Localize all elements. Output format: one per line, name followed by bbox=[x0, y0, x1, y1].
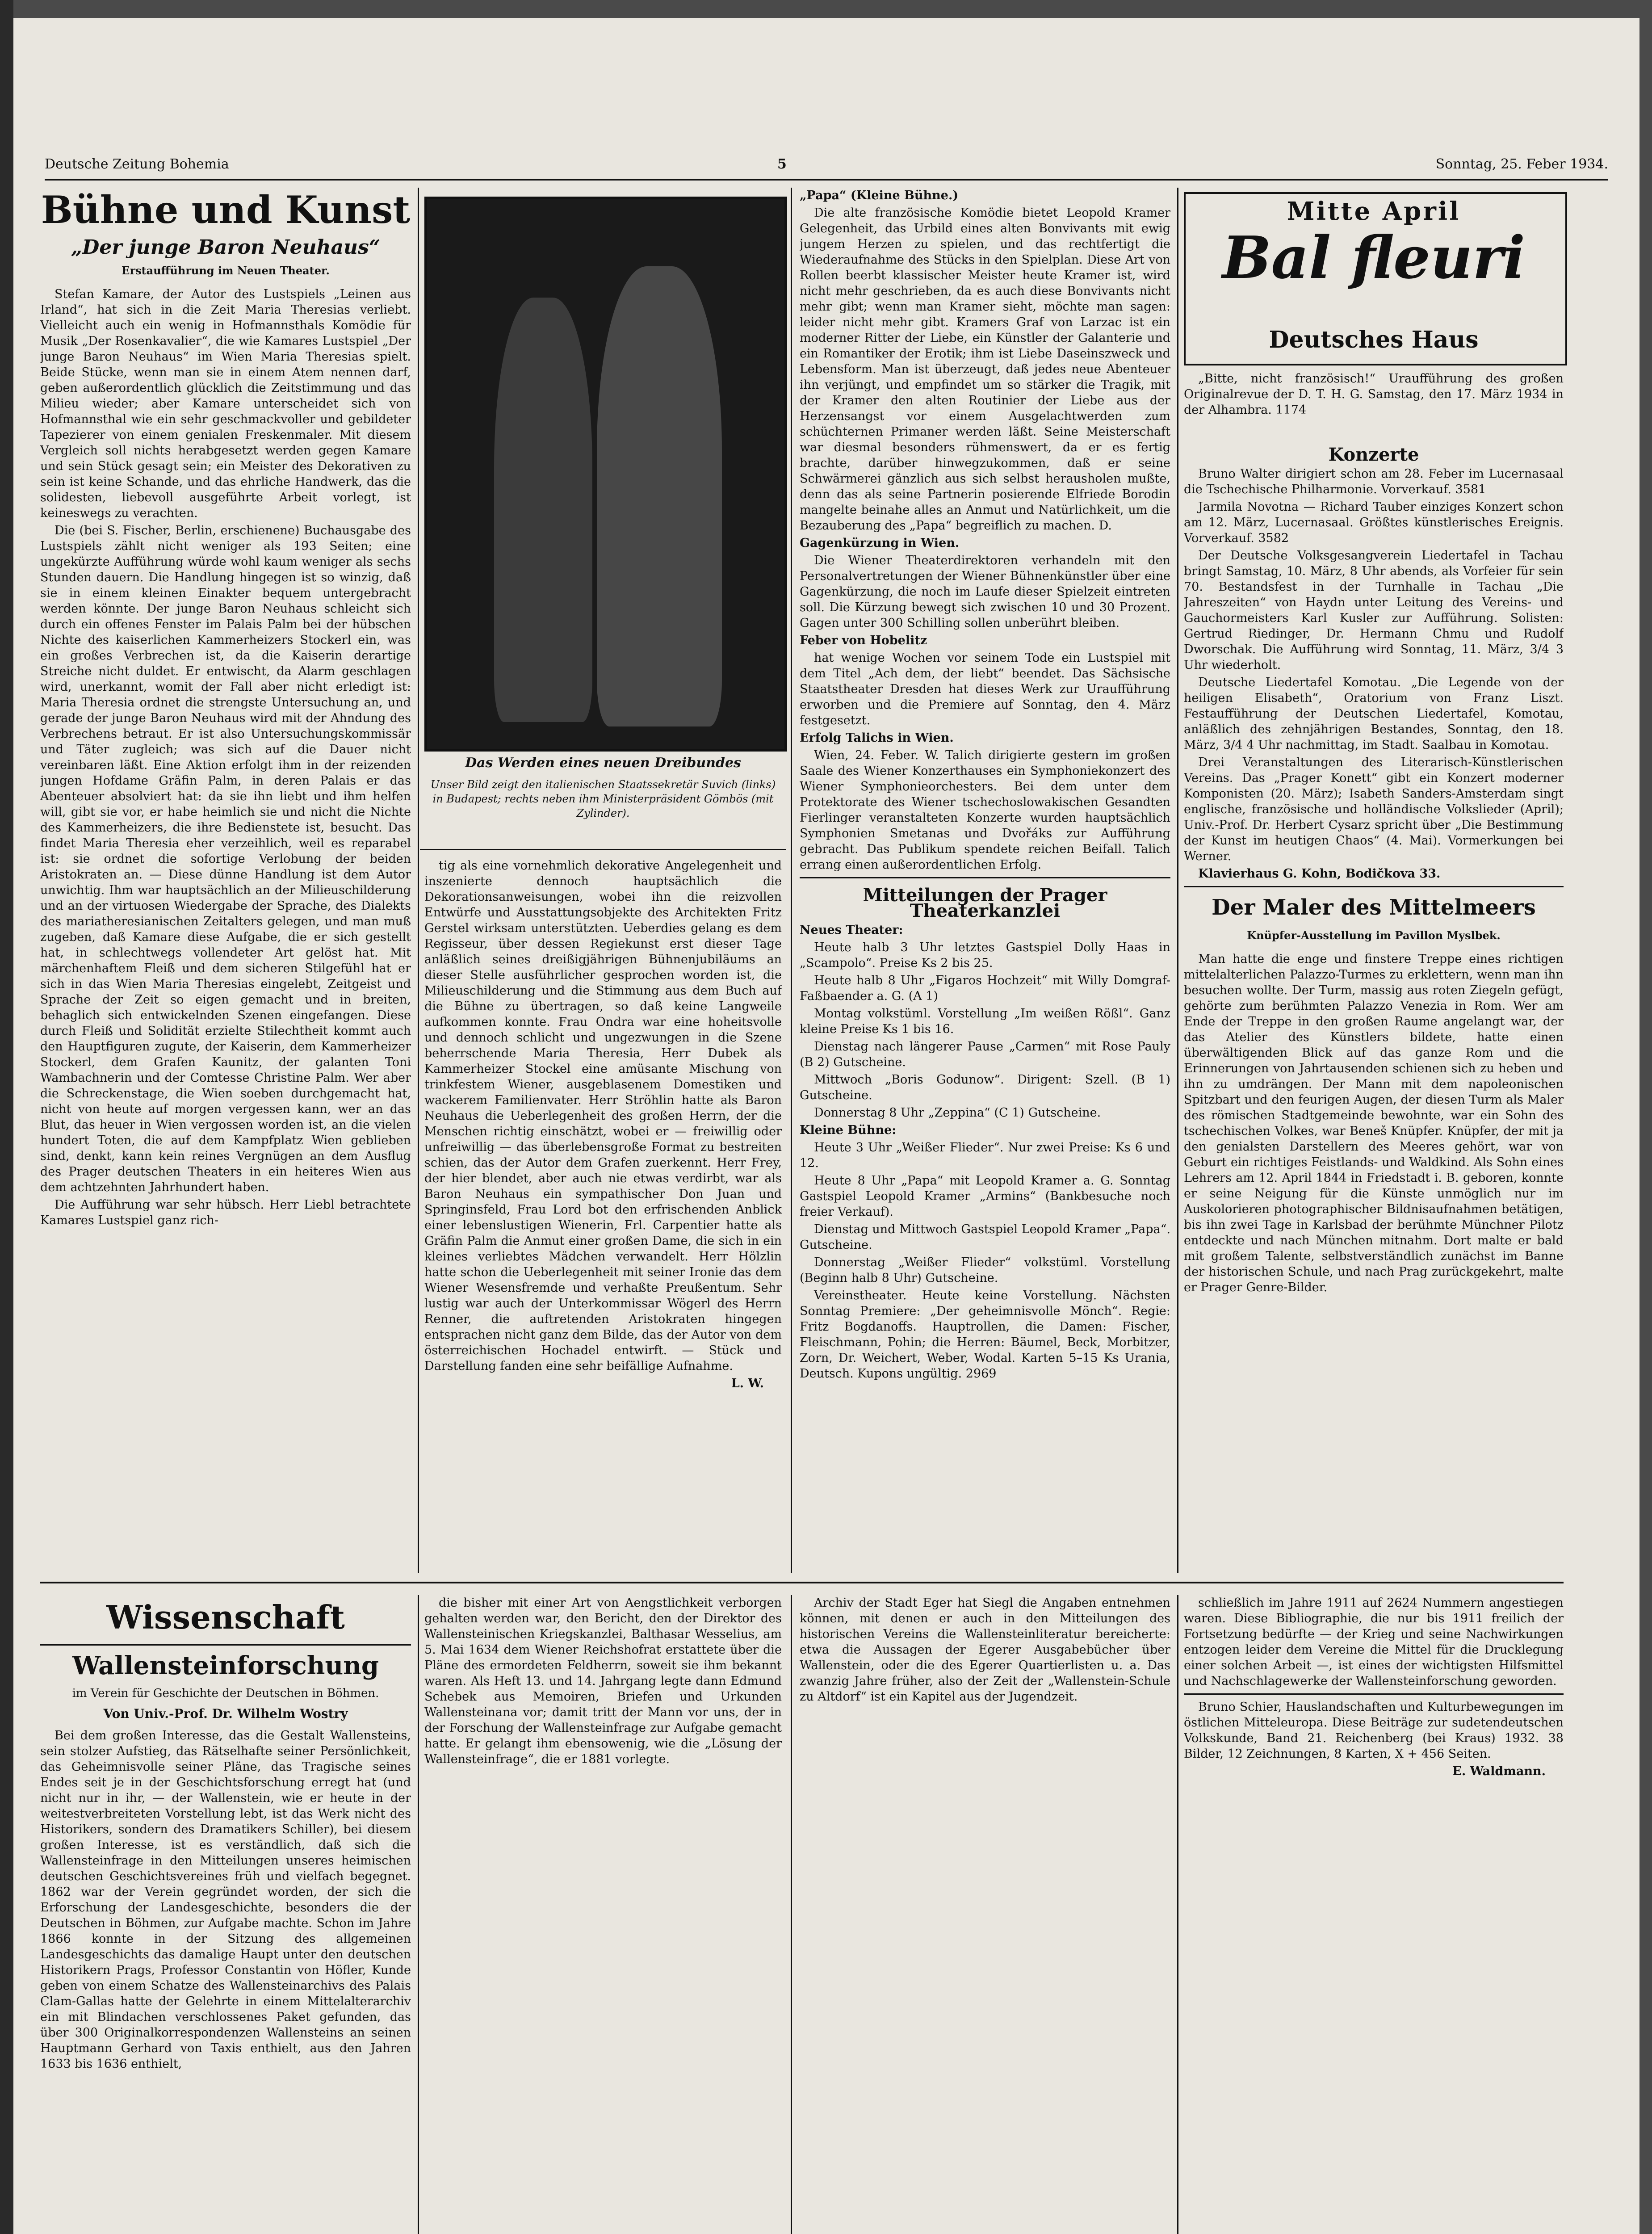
article-subtitle: im Verein für Geschichte der Deutschen in Böhmen. bbox=[72, 1687, 379, 1700]
article-kicker: Erstaufführung im Neuen Theater. bbox=[122, 264, 330, 277]
ad-bottom-text: Deutsches Haus bbox=[1269, 326, 1479, 353]
konzerte-title: Konzerte bbox=[1328, 444, 1419, 465]
list-item: Heute halb 3 Uhr letztes Gastspiel Dolly Haas in „Scampolo“. Preise Ks 2 bis 25. bbox=[800, 941, 1170, 970]
page-header bbox=[45, 152, 1608, 181]
subhead: Feber von Hobelitz bbox=[800, 634, 927, 647]
col-theater-news bbox=[800, 188, 1170, 1573]
subhead: „Papa“ (Kleine Bühne.) bbox=[800, 189, 959, 202]
divider bbox=[420, 849, 786, 850]
paragraph: Die alte französische Komödie bietet Leopold Kramer Gelegenheit, das Urbild eines alten Bonvivants mit ewig jungem Herzen zu spielen, und das rechtfertigt die Wiederaufnahme des Stücks in den Spielplan. Diese Art von Rollen beerbt klassischer Meister heute Kramer ist, wird nicht mehr geschrieben, da es auch diese Bonvivants nicht mehr gibt; wenn man Kramer sieht, möchte man sagen: leider nicht mehr gibt. Kramers Graf von Larzac ist ein moderner Ritter der Liebe, ein Künstler der Galanterie und ein Romantiker der Erotik; ihm ist Liebe Daseinszweck und Lebensform. Man ist überzeugt, daß jedes neue Abenteuer ihn verjüngt, und empfindet um so stärker die Tragik, mit der Kramer den alten Routinier der Liebe aus der Herzensangst vor einem Ausgelachtwerden zum schüchternen Primaner werden läßt. Seine Meisterschaft war diesmal besonders rühmenswert, da er es fertig brachte, darüber hinwegzukommen, daß er seine Schwärmerei gänzlich aus sich selbst herausholen mußte, denn das als seine Partnerin posierende Elfriede Borodin mangelte beinahe alles an Anmut und Natürlichkeit, um die Bezauberung des „Papa“ begreiflich zu machen. D. bbox=[800, 206, 1170, 533]
paragraph: Stefan Kamare, der Autor des Lustspiels „Leinen aus Irland“, hat sich in die Zeit Maria Theresias verliebt. Vielleicht auch ein wenig in Hofmannsthals Komödie für Musik „Der Rosenkavalier“, die wie Kamares Lustspiel „Der junge Baron Neuhaus“ im Wien Maria Theresias spielt. Beide Stücke, wenn man sie in einem Atem nennen darf, geben außerordentlich glücklich die Zeitstimmung und das Milieu wieder; aber Kamare unterscheidet sich von Hofmannsthal wie ein sehr geschmackvoller und gebildeter Tapezierer von einem genialen Freskenmaler. Mit diesem Vergleich soll nichts herabgesetzt werden gegen Kamare und sein Stück gesagt sein; ein Meister des Dekorativen zu sein ist keine Schande, und das ehrliche Handwerk, das die solidesten, liebevoll ausgeführte Arbeit vorlegt, ist keineswegs zu verachten. bbox=[40, 287, 411, 520]
list-item: Neues Theater: bbox=[800, 923, 903, 937]
column-rule bbox=[791, 1595, 792, 2234]
maler-title: Der Maler des Mittelmeers bbox=[1212, 895, 1536, 920]
col-wiss-2 bbox=[424, 1595, 782, 2234]
news-photo bbox=[424, 197, 787, 752]
list-item: Vereinstheater. Heute keine Vorstellung. Nächsten Sonntag Premiere: „Der geheimnisvolle Mönch“. Regie: Fritz Bogdanoffs. Hauptrollen, die Damen: Fischer, Fleischmann, Pohin; die Herren: Bäumel, Beck, Morbitzer, Zorn, Dr. Weichert, Weber, Wodal. Karten 5–15 Ks Urania, Deutsch. Kupons ungültig. 2969 bbox=[800, 1289, 1170, 1381]
photo-caption: Unser Bild zeigt den italienischen Staatssekretär Suvich (links) in Budapest; rechts neben ihm Ministerpräsident Gömbös (mit Zylinder). bbox=[430, 778, 776, 819]
scan-edge bbox=[0, 0, 13, 2234]
book-review: Bruno Schier, Hauslandschaften und Kulturbewegungen im östlichen Mitteleuropa. Diese Beiträge zur sudetendeutschen Volkskunde, Band 21. Reichenberg (bei Kraus) 1932. 38 Bilder, 12 Zeichnungen, 8 Karten, X + 456 Seiten. bbox=[1184, 1700, 1564, 1761]
newspaper-page bbox=[13, 18, 1639, 2234]
list-item: Mittwoch „Boris Godunow“. Dirigent: Szell. (B 1) Gutscheine. bbox=[800, 1073, 1170, 1102]
divider bbox=[40, 1644, 411, 1646]
article-headline: „Der junge Baron Neuhaus“ bbox=[71, 236, 381, 259]
list-item: Heute 8 Uhr „Papa“ mit Leopold Kramer a. G. Sonntag Gastspiel Leopold Kramer „Armins“ (Bankbesuche noch freier Verkauf). bbox=[800, 1174, 1170, 1219]
section-title: Bühne und Kunst bbox=[41, 188, 411, 232]
list-item: Heute 3 Uhr „Weißer Flieder“. Nur zwei Preise: Ks 6 und 12. bbox=[800, 1141, 1170, 1170]
column-rule bbox=[791, 188, 792, 1573]
list-item: Donnerstag „Weißer Flieder“ volkstüml. Vorstellung (Beginn halb 8 Uhr) Gutscheine. bbox=[800, 1256, 1170, 1285]
list-item: Dienstag nach längerer Pause „Carmen“ mit Rose Pauly (B 2) Gutscheine. bbox=[800, 1040, 1170, 1069]
divider bbox=[1184, 1693, 1564, 1695]
ad-top-text: Mitte April bbox=[1287, 197, 1461, 226]
ad-logo: Bal fleuri bbox=[1222, 223, 1526, 292]
col-konzerte bbox=[1184, 438, 1564, 1573]
page-number: 5 bbox=[777, 156, 787, 172]
col-wissenschaft bbox=[40, 1595, 411, 2234]
paragraph: Klavierhaus G. Kohn, Bodičkova 33. bbox=[1198, 867, 1441, 881]
list-item: Kleine Bühne: bbox=[800, 1123, 897, 1137]
list-item: Heute halb 8 Uhr „Figaros Hochzeit“ mit Willy Domgraf-Faßbaender a. G. (A 1) bbox=[800, 974, 1170, 1003]
divider bbox=[1184, 886, 1564, 887]
header-date: Sonntag, 25. Feber 1934. bbox=[1435, 156, 1608, 172]
paragraph: Drei Veranstaltungen des Literarisch-Künstlerischen Vereins. Das „Prager Konett“ gibt ein Konzert moderner Komponisten (20. März); Isabeth Sanders-Amsterdam singt englische, französische und holländische Volkslieder (April); Univ.-Prof. Dr. Herbert Cysarz spricht über „Die Bestimmung der Kunst im heutigen Chaos“ (4. Mai). Vormerkungen bei Werner. bbox=[1184, 756, 1564, 863]
col-wiss-4 bbox=[1184, 1595, 1564, 2234]
paragraph: hat wenige Wochen vor seinem Tode ein Lustspiel mit dem Titel „Ach dem, der liebt“ beendet. Das Sächsische Staatstheater Dresden hat dieses Werk zur Uraufführung erworben und die Premiere auf Sonntag, den 4. März festgesetzt. bbox=[800, 651, 1170, 727]
col-buehne bbox=[40, 188, 411, 1573]
section-title: Wissenschaft bbox=[106, 1598, 345, 1636]
list-item: Montag volkstüml. Vorstellung „Im weißen Rößl“. Ganz kleine Preise Ks 1 bis 16. bbox=[800, 1007, 1170, 1036]
paragraph: schließlich im Jahre 1911 auf 2624 Nummern angestiegen waren. Diese Bibliographie, die nur bis 1911 freilich der Fortsetzung bedürfte — der Krieg und seine Nachwirkungen entzogen leider dem Vereine die Mittel für die Drucklegung einer solchen Arbeit —, ist eines der wichtigsten Hilfsmittel und Nachschlagewerke der Wallensteinforschung geworden. bbox=[1184, 1596, 1564, 1688]
column-rule bbox=[418, 188, 419, 1573]
subhead: Gagenkürzung in Wien. bbox=[800, 536, 960, 550]
paragraph: Die Wiener Theaterdirektoren verhandeln mit den Personalvertretungen der Wiener Bühnenkünstler über eine Gagenkürzung, die noch im Laufe dieser Spielzeit eintreten soll. Die Kürzung bewegt sich zwischen 10 und 30 Prozent. Gagen unter 300 Schilling sollen unberührt bleiben. bbox=[800, 554, 1170, 630]
paragraph: Die Aufführung war sehr hübsch. Herr Liebl betrachtete Kamares Lustspiel ganz rich- bbox=[40, 1198, 411, 1227]
person-figure bbox=[494, 298, 592, 722]
article-headline: Wallensteinforschung bbox=[72, 1651, 379, 1680]
photo-caption-title: Das Werden eines neuen Dreibundes bbox=[465, 755, 741, 771]
paragraph: Wien, 24. Feber. W. Talich dirigierte gestern im großen Saale des Wiener Konzerthauses ein Symphoniekonzert des Wiener Symphonieorchesters. Bei dem unter dem Protektorate des Wiener tschechoslowakischen Gesandten Fierlinger veranstalteten Konzerte wurden hauptsächlich Symphonien Smetanas und Dvořáks zur Aufführung gebracht. Das Publikum spendete reichen Beifall. Talich errang einen außerordentlichen Erfolg. bbox=[800, 748, 1170, 872]
column-rule bbox=[1177, 1595, 1178, 2234]
article-author: Von Univ.-Prof. Dr. Wilhelm Wostry bbox=[103, 1706, 348, 1721]
paragraph: Die (bei S. Fischer, Berlin, erschienene) Buchausgabe des Lustspiels zählt nicht weniger als 193 Seiten; eine ungekürzte Aufführung würde wohl kaum weniger als sechs Stunden dauern. Die Handlung hingegen ist so winzig, daß sie in einem kleinen Einakter bequem untergebracht werden könnte. Der junge Baron Neuhaus schleicht sich durch ein offenes Fenster im Palais Palm bei der hübschen Nichte des kaiserlichen Kammerheizers Stockerl ein, was ein großes Verbrechen ist, da die Kaiserin derartige Streiche nicht duldet. Er entwischt, da Alarm geschlagen wird, unerkannt, womit der Fall aber nicht erledigt ist: Maria Theresia ordnet die strengste Untersuchung an, und gerade der junge Baron Neuhaus wird mit der Ahndung des Verbrechens betraut. Er ist also Untersuchungskommissär und Täter zugleich; was sich auf die Dauer nicht vereinbaren läßt. Eine Aktion erfolgt ihm in der reizenden jungen Hofdame Gräfin Palm, in deren Palais er das Abenteuer absolviert hat: da sie ihn liebt und ihm helfen will, gibt sie vor, er habe heimlich sie und nicht die Nichte des Kammerheizers, die ihre Bedienstete ist, besucht. Das findet Maria Theresia eher verzeihlich, weil es reparabel ist: sie ordnet die sofortige Verlobung der beiden Aristokraten an. — Diese dünne Handlung ist dem Autor unwichtig. Ihm war hauptsächlich an der Milieuschilderung und an der virtuosen Wiedergabe der Sprache, des Dialekts des mariatheresianischen Zeitalters gelegen, und man muß zugeben, daß Kamare diese Aufgabe, die er sich gestellt hat, in schlechtwegs vollendeter Art gelöst hat. Mit märchenhaftem Fleiß und dem sicheren Stilgefühl hat er sich in das Wien Maria Theresias eingelebt, Zeitgeist und Sprache der Zeit so eigen gemacht und in breiten, behaglich sich entwickelnden Szenen eingefangen. Diese durch Fleiß und Solidität erzielte Stilechtheit kommt auch den Hauptfiguren zugute, der Kaiserin, dem Kammerheizer Stockerl, dem Grafen Kaunitz, der galanten Toni Wambachnerin und der Comtesse Christine Palm. Wer aber die Schreckenstage, die Wien soeben durchgemacht hat, nicht von heute auf morgen vergessen kann, wer an das Blut, das heuer in Wien vergossen worden ist, an die vielen hundert Toten, die auf dem Kampfplatz Wien geblieben sind, denkt, kann kein reines Vergnügen an dem Ausflug des Prager deutschen Theaters in ein heiteres Wien aus dem achtzehnten Jahrhundert haben. bbox=[40, 524, 411, 1194]
paragraph: Man hatte die enge und finstere Treppe eines richtigen mittelalterlichen Palazzo-Turmes zu erklettern, wenn man ihn besuchen wollte. Der Turm, massig aus roten Ziegeln gefügt, gehörte zum berühmten Palazzo Venezia in Rom. Wer am Ende der Treppe in den großen Raume angelangt war, der das Atelier des Künstlers bildete, hatte einen überwältigenden Blick auf das ganze Rom und die Erinnerungen von Jahrtausenden schienen sich zu heben und ihn zu umdrängen. Der Mann mit dem napoleonischen Spitzbart und den feurigen Augen, der diesen Turm als Maler des römischen Stadtgemeinde bewohnte, war ein Sohn des tschechischen Volkes, war Beneš Knüpfer. Knüpfer, der mit ja den genialsten Darstellern des Meeres gehört, war von Geburt ein richtiges Feistlands- und Waldkind. Als Sohn eines Lehrers am 12. April 1844 in Friedstadt i. B. geboren, konnte er seine Neigung für die Künste unmöglich nur im Auskolorieren photographischer Bildnisaufnahmen betätigen, bis ihn zwei Tage in Karlsbad der berühmte Münchner Pilotz entdeckte und nach München mitnahm. Dort malte er bald mit großem Talente, selbstverständlich zunächst im Banne der historischen Schule, und nach Prag zurückgekehrt, malte er Prager Genre-Bilder. bbox=[1184, 952, 1564, 1294]
col-review-cont bbox=[424, 858, 782, 1573]
divider bbox=[800, 877, 1170, 878]
paragraph: Jarmila Novotna — Richard Tauber einziges Konzert schon am 12. März, Lucernasaal. Größtes künstlerisches Ereignis. Vorverkauf. 3582 bbox=[1184, 500, 1564, 545]
header-left: Deutsche Zeitung Bohemia bbox=[45, 156, 229, 172]
col-wiss-3 bbox=[800, 1595, 1170, 2234]
list-item: Donnerstag 8 Uhr „Zeppina“ (C 1) Gutscheine. bbox=[814, 1106, 1101, 1120]
person-figure bbox=[597, 266, 722, 726]
ad-note: „Bitte, nicht französisch!“ Uraufführung des großen Originalrevue der D. T. H. G. Samstag, den 17. März 1934 in der Alhambra. 1174 bbox=[1184, 372, 1564, 417]
signature: L. W. bbox=[731, 1377, 764, 1390]
column-rule bbox=[418, 1595, 419, 2234]
paragraph: die bisher mit einer Art von Aengstlichkeit verborgen gehalten werden war, den Bericht, den der Direktor des Wallensteinischen Kriegskanzlei, Balthasar Wesselius, am 5. Mai 1634 dem Wiener Reichshofrat erstattete über die Pläne des ermordeten Feldherrn, soweit sie ihm bekannt waren. Als Heft 13. und 14. Jahrgang legte dann Edmund Schebek aus Memoiren, Briefen und Urkunden Wallensteinana vor; damit tritt der Mann vor uns, der in der Forschung der Wallensteinfrage zur Aufgabe gemacht hatte. Er gelangt ihm ebensowenig, wie die „Lösung der Wallensteinfrage“, die er 1881 vorlegte. bbox=[424, 1596, 782, 1766]
paragraph: Deutsche Liedertafel Komotau. „Die Legende von der heiligen Elisabeth“, Oratorium von Franz Liszt. Festaufführung der Deutschen Liedertafel, Komotau, anläßlich des zehnjährigen Bestandes, Sonntag, den 18. März, 3/4 4 Uhr nachmittag, im Stadt. Saalbau in Komotau. bbox=[1184, 676, 1564, 752]
paragraph: Archiv der Stadt Eger hat Siegl die Angaben entnehmen können, mit denen er auch in den Mitteilungen des historischen Vereins die Wallensteinliteratur bereicherte: etwa die Aussagen der Egerer Ausgabebücher über Wallenstein, oder die des Egerer Quartierlisten u. a. Das zwanzig Jahre früher, also der Zeit der „Wallenstein-Schule zu Altdorf“ ist ein Kapitel aus der Jugendzeit. bbox=[800, 1596, 1170, 1704]
paragraph: Der Deutsche Volksgesangverein Liedertafel in Tachau bringt Samstag, 10. März, 8 Uhr abends, als Vorfeier für sein 70. Bestandsfest in der Turnhalle in Tachau „Die Jahreszeiten“ von Haydn unter Leitung des Vereins- und Gauchormeisters Karl Kusler zur Aufführung. Solisten: Gertrud Riedinger, Dr. Hermann Chmu und Rudolf Dworschak. Die Aufführung wird Sonntag, 11. März, 3/4 3 Uhr wiederholt. bbox=[1184, 549, 1564, 672]
mitteilungen-title: Mitteilungen der Prager Theaterkanzlei bbox=[863, 885, 1107, 921]
paragraph: tig als eine vornehmlich dekorative Angelegenheit und inszenierte dennoch hauptsächlich die Dekorationsanweisungen, wobei ihn die reizvollen Entwürfe und Ausstattungsobjekte des Architekten Fritz Gerstel wirksam unterstützten. Ueberdies gelang es dem Regisseur, über dessen Regiekunst erst dieser Tage anläßlich seines dreißigjährigen Bühnenjubiläums an dieser Stelle ausführlicher gesprochen worden ist, die Milieuschilderung und die Stimmung aus dem Buch auf die Bühne zu übertragen, so daß keine Langweile aufkommen konnte. Frau Ondra war eine hoheitsvolle und dennoch schlicht und ungezwungen in die Szene beherrschende Maria Theresia, Herr Dubek als Kammerheizer Stockel eine amüsante Mischung von trinkfestem Wiener, ausgeblasenem Domestiken und wackerem Familienvater. Herr Ströhlin hatte als Baron Neuhaus die Ueberlegenheit des großen Herrn, der die Menschen richtig einschätzt, wobei er — freiwillig oder unfreiwillig — das überlebensgroße Format zu bestreiten schien, das der Autor dem Grafen zuerkennt. Herr Frey, der hier blendet, aber auch nie etwas verdirbt, war als Baron Neuhaus ein sympathischer Don Juan und Springinsfeld, Frau Lord bot den erfrischenden Anblick einer lebenslustigen Wienerin, Frl. Carpentier hatte als Gräfin Palm die Anmut einer großen Dame, die sich in ein kleines verliebtes Mädchen verwandelt. Herr Hölzlin hatte schon die Ueberlegenheit mit seiner Ironie das dem Wiener Wesensfremde und verhaßte Preußentum. Sehr lustig war auch der Unterkommissar Wögerl des Herrn Renner, die auftretenden Aristokraten hingegen entsprachen nicht ganz dem Bilde, das der Autor von dem österreichischen Hochadel entwirft. — Stück und Darstellung fanden eine sehr beifällige Aufnahme. bbox=[424, 859, 782, 1373]
subhead: Erfolg Talichs in Wien. bbox=[800, 731, 954, 745]
column-rule bbox=[1177, 188, 1178, 1573]
section-divider bbox=[40, 1582, 1564, 1583]
signature: E. Waldmann. bbox=[1452, 1764, 1546, 1778]
paragraph: Bei dem großen Interesse, das die Gestalt Wallensteins, sein stolzer Aufstieg, das Rätselhafte seiner Persönlichkeit, das Geheimnisvolle seiner Pläne, das Tragische seines Endes seit je in der Geschichtsforschung erregt hat (und nicht nur in ihr, — der Wallenstein, wie er heute in der weitestverbreiteten Vorstellung lebt, ist das Werk nicht des Historikers, sondern des Dramatikers Schiller), bei diesem großen Interesse, ist es verständlich, daß sich die Wallensteinfrage in den Mitteilungen unseres heimischen deutschen Geschichtsvereines früh und vielfach begegnet. 1862 war der Verein gegründet worden, der sich die Erforschung der Landesgeschichte, besonders die der Deutschen in Böhmen, zur Aufgabe machte. Schon im Jahre 1866 konnte in der Sitzung des allgemeinen Landesgeschichts das damalige Haupt unter den deutschen Historikern Prags, Professor Constantin von Höfler, Kunde geben von einem Schatze des Wallensteinarchivs des Palais Clam-Gallas hatte der Gelehrte in einem Mittelalterarchiv ein mit Blindachen verschlossenes Paket gefunden, das über 300 Originalkorrespondenzen Wallensteins an seinen Hauptmann Gerhard von Taxis enthielt, aus den Jahren 1633 bis 1636 enthielt, bbox=[40, 1729, 411, 2071]
list-item: Dienstag und Mittwoch Gastspiel Leopold Kramer „Papa“. Gutscheine. bbox=[800, 1222, 1170, 1252]
paragraph: Bruno Walter dirigiert schon am 28. Feber im Lucernasaal die Tschechische Philharmonie. Vorverkauf. 3581 bbox=[1184, 467, 1564, 496]
maler-kicker: Knüpfer-Ausstellung im Pavillon Myslbek. bbox=[1247, 929, 1501, 942]
